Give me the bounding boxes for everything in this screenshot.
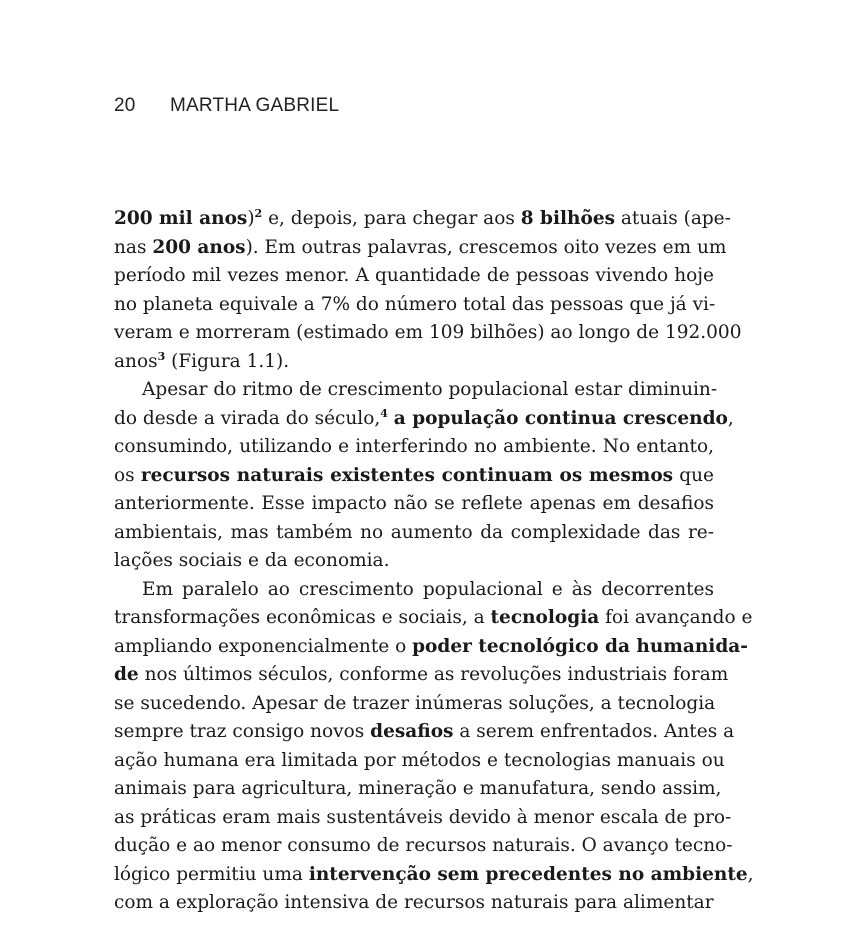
text-run: atuais (ape- (615, 208, 731, 229)
text-line (114, 832, 733, 861)
text-run: a serem enfrentados. Antes a (453, 721, 735, 742)
text-line (114, 775, 722, 804)
text-run: do desde a virada do século, (114, 407, 381, 429)
text-run: dução e ao menor consumo de recursos naturais. O avanço tecno- (114, 835, 733, 856)
bold-text: tecnologia (490, 607, 600, 628)
text-line (114, 604, 753, 633)
text-run: nas (114, 236, 153, 258)
text-run: lações sociais e da economia. (114, 550, 390, 571)
text-run: anteriormente. Esse impacto não se reflete apenas em desafios (114, 493, 714, 514)
text-run: Apesar do ritmo de crescimento populacional estar diminuin- (142, 379, 718, 400)
text-line (114, 262, 714, 291)
text-run: , (747, 863, 754, 885)
text-line (114, 861, 754, 890)
text-run: com a exploração intensiva de recursos naturais para alimentar (114, 892, 714, 913)
text-line (114, 804, 732, 833)
text-run: ). Em outras palavras, crescemos oito vezes em um (245, 236, 727, 258)
running-header (114, 95, 339, 117)
bold-text: 8 bilhões (520, 208, 616, 229)
text-line (114, 633, 748, 662)
text-line (114, 234, 727, 263)
footnote-ref[interactable]: 4 (380, 406, 388, 420)
bold-text: intervenção sem precedentes no ambiente (308, 863, 748, 885)
body-text (114, 205, 754, 918)
text-line (114, 348, 714, 377)
text-run: transformações econômicas e sociais, a (114, 607, 491, 628)
bold-text: a população continua crescendo (393, 407, 728, 429)
text-run: nos últimos séculos, conforme as revoluções industriais foram (138, 664, 729, 685)
text-line (114, 376, 718, 405)
text-line (114, 576, 714, 605)
bold-text: recursos naturais existentes continuam os mesmos (140, 464, 674, 486)
text-run: sempre traz consigo novos (114, 721, 371, 742)
text-run: os (114, 464, 141, 486)
text-run: animais para agricultura, mineração e manufatura, sendo assim, (114, 778, 722, 799)
text-run: consumindo, utilizando e interferindo no ambiente. No entanto, (114, 436, 714, 457)
text-run: foi avançando e (599, 607, 753, 628)
text-line (114, 747, 725, 776)
text-run: ampliando exponencialmente o (114, 635, 413, 657)
text-line (114, 462, 714, 491)
text-run: as práticas eram mais sustentáveis devido à menor escala de pro- (114, 806, 732, 828)
text-run: lógico permitiu uma (114, 863, 309, 885)
footnote-ref[interactable]: 3 (157, 349, 166, 363)
text-run: se sucedendo. Apesar de trazer inúmeras soluções, a tecnologia (114, 692, 716, 714)
text-line (114, 718, 735, 747)
text-line (114, 519, 714, 548)
text-line (114, 433, 714, 462)
text-line (114, 405, 734, 434)
text-run: anos (114, 350, 158, 372)
text-line (114, 690, 714, 719)
text-run: veram e morreram (estimado em 109 bilhões) ao longo de 192.000 (114, 322, 742, 343)
bold-text: de (114, 664, 139, 685)
text-line (114, 661, 729, 690)
text-run: ambientais, mas também no aumento da complexidade das re- (114, 521, 714, 543)
text-line (114, 547, 714, 576)
bold-text: desafios (370, 721, 454, 742)
text-line (114, 490, 714, 519)
text-line (114, 889, 714, 918)
text-run: e, depois, para chegar aos (262, 208, 521, 229)
bold-text: poder tecnológico da humanida- (412, 635, 748, 657)
text-line (114, 291, 714, 320)
bold-text: 200 mil anos (114, 208, 248, 229)
text-run: no planeta equivale a 7% do número total das pessoas que já vi- (114, 293, 716, 315)
text-run: ) (247, 208, 255, 229)
text-line (114, 205, 731, 234)
text-run: Em paralelo ao crescimento populacional e às decorrentes (142, 578, 714, 600)
text-run: que (673, 464, 715, 486)
author-name: MARTHA GABRIEL (170, 95, 340, 116)
text-line (114, 319, 742, 348)
footnote-ref[interactable]: 2 (254, 207, 263, 220)
text-run: ação humana era limitada por métodos e tecnologias manuais ou (114, 749, 725, 771)
bold-text: 200 anos (152, 236, 246, 258)
text-run: (Figura 1.1). (165, 350, 290, 372)
text-run: , (727, 407, 734, 429)
text-run: período mil vezes menor. A quantidade de pessoas vivendo hoje (114, 265, 714, 286)
page-number: 20 (114, 95, 136, 116)
